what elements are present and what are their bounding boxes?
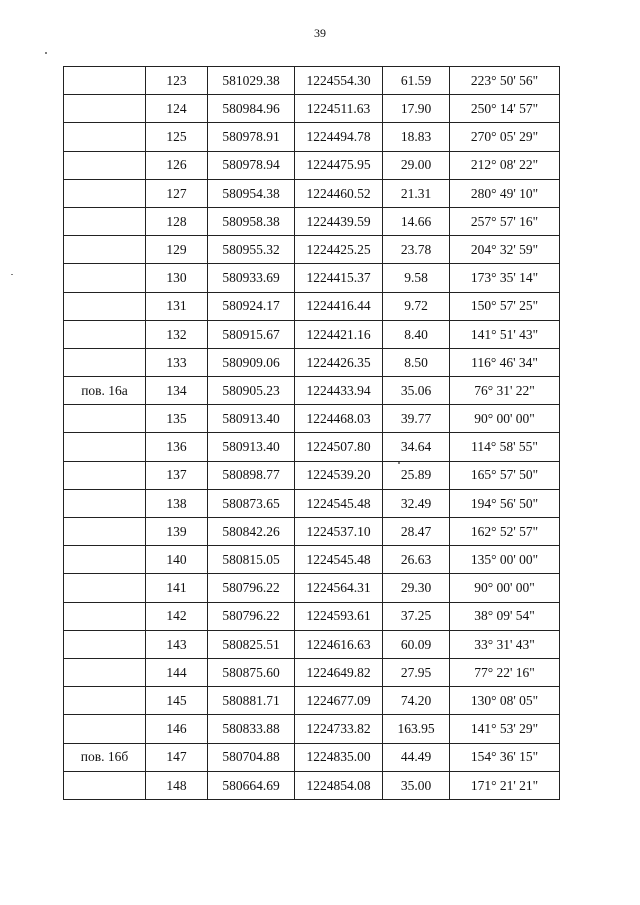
x-coordinate: 580833.88: [208, 715, 295, 743]
table-row: [64, 433, 560, 461]
direction-angle: 38° 09' 54": [450, 602, 560, 630]
point-number: 131: [146, 292, 208, 320]
segment-length: 163.95: [383, 715, 450, 743]
x-coordinate: 580898.77: [208, 461, 295, 489]
x-coordinate: 581029.38: [208, 67, 295, 95]
turn-point-label: [64, 715, 146, 743]
scan-speck: [11, 274, 13, 275]
x-coordinate: 580905.23: [208, 377, 295, 405]
direction-angle: 165° 57' 50": [450, 461, 560, 489]
table-row: [64, 743, 560, 771]
turn-point-label: [64, 574, 146, 602]
table-row: [64, 405, 560, 433]
y-coordinate: 1224539.20: [295, 461, 383, 489]
x-coordinate: 580978.91: [208, 123, 295, 151]
turn-point-label: [64, 518, 146, 546]
y-coordinate: 1224475.95: [295, 151, 383, 179]
table-row: [64, 771, 560, 799]
segment-length: 34.64: [383, 433, 450, 461]
table-row: [64, 292, 560, 320]
y-coordinate: 1224468.03: [295, 405, 383, 433]
segment-length: 39.77: [383, 405, 450, 433]
table-row: [64, 687, 560, 715]
x-coordinate: 580796.22: [208, 602, 295, 630]
direction-angle: 270° 05' 29": [450, 123, 560, 151]
y-coordinate: 1224415.37: [295, 264, 383, 292]
y-coordinate: 1224677.09: [295, 687, 383, 715]
point-number: 136: [146, 433, 208, 461]
direction-angle: 130° 08' 05": [450, 687, 560, 715]
y-coordinate: 1224494.78: [295, 123, 383, 151]
x-coordinate: 580913.40: [208, 433, 295, 461]
scan-speck: [45, 52, 47, 54]
x-coordinate: 580842.26: [208, 518, 295, 546]
point-number: 144: [146, 658, 208, 686]
turn-point-label: [64, 236, 146, 264]
y-coordinate: 1224433.94: [295, 377, 383, 405]
point-number: 138: [146, 489, 208, 517]
point-number: 130: [146, 264, 208, 292]
x-coordinate: 580881.71: [208, 687, 295, 715]
point-number: 141: [146, 574, 208, 602]
segment-length: 14.66: [383, 207, 450, 235]
direction-angle: 114° 58' 55": [450, 433, 560, 461]
direction-angle: 250° 14' 57": [450, 95, 560, 123]
segment-length: 44.49: [383, 743, 450, 771]
table-row: [64, 151, 560, 179]
direction-angle: 77° 22' 16": [450, 658, 560, 686]
point-number: 128: [146, 207, 208, 235]
x-coordinate: 580984.96: [208, 95, 295, 123]
turn-point-label: [64, 771, 146, 799]
point-number: 143: [146, 630, 208, 658]
direction-angle: 76° 31' 22": [450, 377, 560, 405]
x-coordinate: 580915.67: [208, 320, 295, 348]
point-number: 146: [146, 715, 208, 743]
table-row: [64, 518, 560, 546]
x-coordinate: 580825.51: [208, 630, 295, 658]
segment-length: 27.95: [383, 658, 450, 686]
point-number: 126: [146, 151, 208, 179]
segment-length: 21.31: [383, 179, 450, 207]
segment-length: 8.50: [383, 348, 450, 376]
point-number: 139: [146, 518, 208, 546]
point-number: 142: [146, 602, 208, 630]
turn-point-label: пов. 16а: [64, 377, 146, 405]
turn-point-label: [64, 405, 146, 433]
table-row: [64, 574, 560, 602]
direction-angle: 162° 52' 57": [450, 518, 560, 546]
segment-length: 60.09: [383, 630, 450, 658]
direction-angle: 150° 57' 25": [450, 292, 560, 320]
turn-point-label: [64, 687, 146, 715]
point-number: 135: [146, 405, 208, 433]
turn-point-label: [64, 489, 146, 517]
direction-angle: 90° 00' 00": [450, 405, 560, 433]
y-coordinate: 1224616.63: [295, 630, 383, 658]
turn-point-label: [64, 123, 146, 151]
x-coordinate: 580954.38: [208, 179, 295, 207]
turn-point-label: [64, 348, 146, 376]
direction-angle: 204° 32' 59": [450, 236, 560, 264]
segment-length: 37.25: [383, 602, 450, 630]
direction-angle: 173° 35' 14": [450, 264, 560, 292]
point-number: 137: [146, 461, 208, 489]
y-coordinate: 1224507.80: [295, 433, 383, 461]
turn-point-label: [64, 658, 146, 686]
point-number: 127: [146, 179, 208, 207]
y-coordinate: 1224439.59: [295, 207, 383, 235]
table-row: [64, 67, 560, 95]
y-coordinate: 1224733.82: [295, 715, 383, 743]
direction-angle: 90° 00' 00": [450, 574, 560, 602]
x-coordinate: 580873.65: [208, 489, 295, 517]
turn-point-label: [64, 630, 146, 658]
point-number: 124: [146, 95, 208, 123]
table-row: [64, 658, 560, 686]
point-number: 129: [146, 236, 208, 264]
y-coordinate: 1224854.08: [295, 771, 383, 799]
point-number: 132: [146, 320, 208, 348]
point-number: 125: [146, 123, 208, 151]
table-row: [64, 348, 560, 376]
page-number: 39: [314, 26, 326, 40]
turn-point-label: [64, 433, 146, 461]
point-number: 145: [146, 687, 208, 715]
segment-length: 29.30: [383, 574, 450, 602]
turn-point-label: [64, 546, 146, 574]
point-number: 134: [146, 377, 208, 405]
x-coordinate: 580958.38: [208, 207, 295, 235]
segment-length: 28.47: [383, 518, 450, 546]
point-number: 133: [146, 348, 208, 376]
direction-angle: 154° 36' 15": [450, 743, 560, 771]
segment-length: 17.90: [383, 95, 450, 123]
turn-point-label: [64, 292, 146, 320]
x-coordinate: 580913.40: [208, 405, 295, 433]
table-row: [64, 95, 560, 123]
segment-length: 29.00: [383, 151, 450, 179]
table-row: [64, 630, 560, 658]
table-body: [64, 67, 560, 800]
y-coordinate: 1224835.00: [295, 743, 383, 771]
point-number: 123: [146, 67, 208, 95]
table-row: [64, 602, 560, 630]
turn-point-label: [64, 320, 146, 348]
turn-point-label: [64, 151, 146, 179]
turn-point-label: [64, 602, 146, 630]
x-coordinate: 580704.88: [208, 743, 295, 771]
y-coordinate: 1224537.10: [295, 518, 383, 546]
direction-angle: 171° 21' 21": [450, 771, 560, 799]
y-coordinate: 1224416.44: [295, 292, 383, 320]
segment-length: 32.49: [383, 489, 450, 517]
direction-angle: 141° 53' 29": [450, 715, 560, 743]
direction-angle: 194° 56' 50": [450, 489, 560, 517]
direction-angle: 33° 31' 43": [450, 630, 560, 658]
turn-point-label: [64, 67, 146, 95]
segment-length: 74.20: [383, 687, 450, 715]
table-row: [64, 123, 560, 151]
y-coordinate: 1224593.61: [295, 602, 383, 630]
turn-point-label: [64, 207, 146, 235]
segment-length: 35.00: [383, 771, 450, 799]
table-row: [64, 236, 560, 264]
point-number: 148: [146, 771, 208, 799]
point-number: 147: [146, 743, 208, 771]
direction-angle: 257° 57' 16": [450, 207, 560, 235]
y-coordinate: 1224425.25: [295, 236, 383, 264]
segment-length: 25.89: [383, 461, 450, 489]
segment-length: 9.58: [383, 264, 450, 292]
table-row: [64, 546, 560, 574]
table-row: [64, 489, 560, 517]
x-coordinate: 580933.69: [208, 264, 295, 292]
direction-angle: 141° 51' 43": [450, 320, 560, 348]
y-coordinate: 1224421.16: [295, 320, 383, 348]
x-coordinate: 580664.69: [208, 771, 295, 799]
x-coordinate: 580815.05: [208, 546, 295, 574]
x-coordinate: 580909.06: [208, 348, 295, 376]
turn-point-label: [64, 264, 146, 292]
turn-point-label: [64, 95, 146, 123]
direction-angle: 116° 46' 34": [450, 348, 560, 376]
segment-length: 35.06: [383, 377, 450, 405]
segment-length: 23.78: [383, 236, 450, 264]
y-coordinate: 1224564.31: [295, 574, 383, 602]
segment-length: 8.40: [383, 320, 450, 348]
y-coordinate: 1224511.63: [295, 95, 383, 123]
x-coordinate: 580978.94: [208, 151, 295, 179]
turn-point-label: [64, 179, 146, 207]
table-row: [64, 207, 560, 235]
coordinate-table: [63, 66, 560, 800]
turn-point-label: [64, 461, 146, 489]
table-row: [64, 715, 560, 743]
y-coordinate: 1224545.48: [295, 546, 383, 574]
y-coordinate: 1224460.52: [295, 179, 383, 207]
y-coordinate: 1224554.30: [295, 67, 383, 95]
table-row: [64, 179, 560, 207]
table-row: [64, 461, 560, 489]
direction-angle: 280° 49' 10": [450, 179, 560, 207]
turn-point-label: пов. 16б: [64, 743, 146, 771]
table-row: [64, 377, 560, 405]
point-number: 140: [146, 546, 208, 574]
segment-length: 26.63: [383, 546, 450, 574]
segment-length: 18.83: [383, 123, 450, 151]
y-coordinate: 1224545.48: [295, 489, 383, 517]
table-row: [64, 320, 560, 348]
direction-angle: 223° 50' 56": [450, 67, 560, 95]
x-coordinate: 580924.17: [208, 292, 295, 320]
x-coordinate: 580796.22: [208, 574, 295, 602]
segment-length: 61.59: [383, 67, 450, 95]
y-coordinate: 1224649.82: [295, 658, 383, 686]
x-coordinate: 580875.60: [208, 658, 295, 686]
direction-angle: 212° 08' 22": [450, 151, 560, 179]
table-row: [64, 264, 560, 292]
y-coordinate: 1224426.35: [295, 348, 383, 376]
direction-angle: 135° 00' 00": [450, 546, 560, 574]
x-coordinate: 580955.32: [208, 236, 295, 264]
segment-length: 9.72: [383, 292, 450, 320]
